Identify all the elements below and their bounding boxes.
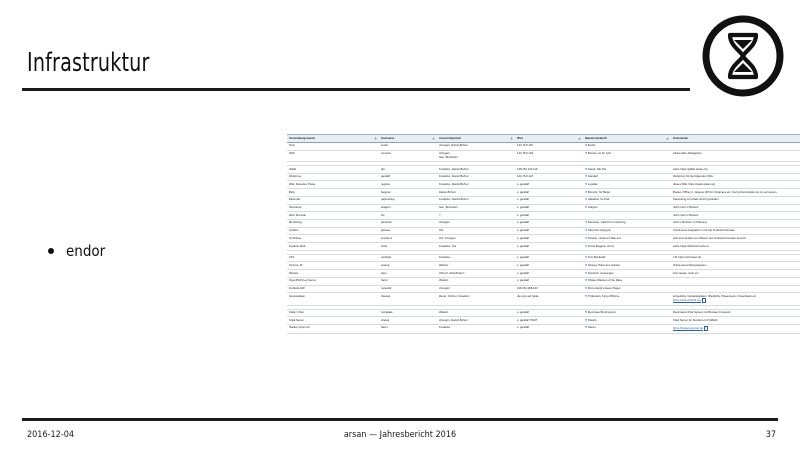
cell-ansprechpartner: Daniel Bohrer <box>437 189 515 197</box>
cell-verwendungszweck: Web Terminal <box>287 212 379 220</box>
cell-hostname: shelog <box>379 317 437 325</box>
flag-icon: ⚑ <box>585 152 588 156</box>
cell-hostname: jarvisse <box>379 227 437 235</box>
sort-arrow-icon[interactable] <box>578 137 581 140</box>
cell-verwendungszweck: Blog <box>287 189 379 197</box>
table-row <box>287 219 800 227</box>
cell-kommentar: z.B. https://ctf.arsan.de <box>671 254 800 262</box>
flag-icon: ⚑ <box>585 190 588 194</box>
cell-namensherkunft: ⚑Boromir, für Blogs <box>583 189 671 197</box>
table-header-row <box>287 135 800 143</box>
cell-hostname: mortadas <box>379 309 437 317</box>
cell-ansprechpartner: Kusatsko, Daniel Bohrer <box>437 173 515 181</box>
sort-arrow-icon[interactable] <box>374 137 377 140</box>
sort-arrow-icon[interactable] <box>510 137 513 140</box>
cell-ansprechpartner: Kusatsko, Daniel Bohrer <box>437 166 515 174</box>
cell-ansprechpartner: Ork <box>437 227 515 235</box>
column-header-kommentar[interactable]: Kommentar <box>671 135 800 143</box>
cell-hostname: gandalf <box>379 173 437 181</box>
footer-page-number: 37 <box>765 430 776 440</box>
cell-verwendungszweck: Host <box>287 142 379 150</box>
cell-kommentar: Sammlung von Pads und Kryptokram. <box>671 196 800 204</box>
table-row <box>287 212 800 220</box>
cell-ipv4: s. gandalf <box>515 270 583 278</box>
cell-verwendungszweck: Webproxy <box>287 173 379 181</box>
cell-kommentar <box>671 142 800 150</box>
infrastructure-table <box>287 134 778 334</box>
table-row <box>287 181 800 189</box>
page-title: Infrastruktur <box>27 48 150 78</box>
cell-kommentar: Webproxy für die folgenden VMs <box>671 173 800 181</box>
flag-icon: ⚑ <box>585 311 588 315</box>
flag-icon: ⚑ <box>585 256 588 260</box>
table-row <box>287 254 800 262</box>
cell-namensherkunft: ⚑Sammler Gargoyle <box>583 227 671 235</box>
cell-hostname: wine <box>379 270 437 278</box>
footer-divider <box>22 418 778 421</box>
cell-ansprechpartner: Weiden <box>437 277 515 285</box>
cell-hostname: endor <box>379 142 437 150</box>
flag-icon: ⚑ <box>585 144 588 148</box>
flag-icon: ⚑ <box>585 221 588 225</box>
cell-ipv4: s. gandalf <box>515 219 583 227</box>
cell-ansprechpartner: Kusatsko, Daniel Bohrer <box>437 196 515 204</box>
cell-ansprechpartner: Neo_Bechstein <box>437 204 515 212</box>
cell-namensherkunft: ⚑Smaug, Hüter des Gordes. <box>583 262 671 270</box>
cell-kommentar: siehe https://freifunk.bochs.nl <box>671 243 800 251</box>
cell-ipv4: 144.76.8.115 <box>515 142 583 150</box>
cell-ipv4: s. gandalf <box>515 309 583 317</box>
cell-hostname: gitl <box>379 166 437 174</box>
cell-ansprechpartner: shoogen, Daniel Bohrer <box>437 142 515 150</box>
cell-ansprechpartner: shoogen, Daniel Bohrer <box>437 317 515 325</box>
cell-hostname: smokei-1 <box>379 235 437 243</box>
cell-verwendungszweck: Gitlab <box>287 166 379 174</box>
table-row <box>287 166 800 174</box>
footer <box>0 424 800 446</box>
cell-kommentar: siehe https://gitlab.arsan.org <box>671 166 800 174</box>
cell-ipv4: s. gandalf <box>515 212 583 220</box>
cell-ansprechpartner: ? <box>437 212 515 220</box>
cell-hostname: tbc <box>379 212 437 220</box>
cell-namensherkunft: ⚑Mercusse Bronzytounz <box>583 309 671 317</box>
cell-verwendungszweck: Kiwiirc Chat <box>287 309 379 317</box>
table-row <box>287 204 800 212</box>
cell-namensherkunft: ⚑Smokei, Ueckt am Bau auf <box>583 235 671 243</box>
table-row <box>287 150 800 161</box>
cell-namensherkunft: ⚑Pirates Wanden of the Race <box>583 277 671 285</box>
cell-ipv4: s. gandalf <box>515 204 583 212</box>
table-row <box>287 142 800 150</box>
cell-ipv4: s. gandalf <box>515 196 583 204</box>
cell-kommentar <box>671 285 800 293</box>
cell-ipv4: s. gandalf <box>515 254 583 262</box>
cell-ipv4: s. gandalf.70037 <box>515 317 583 325</box>
cell-ipv4: s. gandalf <box>515 227 583 235</box>
cell-verwendungszweck: Ethercalc <box>287 196 379 204</box>
column-header-ipv4[interactable]: IPv4 <box>515 135 583 143</box>
cell-namensherkunft: ⚑Mors-Gergil uGewe Pages <box>583 285 671 293</box>
cell-namensherkunft: ⚑Aragorn <box>583 204 671 212</box>
cell-ipv4: 148.251.268.160 <box>515 285 583 293</box>
cell-hostname: papierkrieg <box>379 196 437 204</box>
cell-hostname: bagoner <box>379 189 437 197</box>
cell-kommentar: Continuous Integration in für die Freifunk-Firmware <box>671 227 800 235</box>
cell-ansprechpartner: Kusatsko <box>437 254 515 262</box>
cell-kommentar: dieses Wiki, https://pads.arsan.org <box>671 181 800 189</box>
cell-verwendungszweck: Freifunk Web <box>287 243 379 251</box>
flag-icon: ⚑ <box>585 318 588 322</box>
table-row <box>287 324 800 333</box>
footer-center-label: arsan — Jahresbericht 2016 <box>343 430 457 440</box>
cell-namensherkunft: ⚑Thükossin, King of Bürme <box>583 293 671 305</box>
cell-kommentar: nicht mehr in Betrieb <box>671 204 800 212</box>
table-row <box>287 309 800 317</box>
cell-verwendungszweck: Vereinsdaten <box>287 293 379 305</box>
cell-ipv4: s. gandalf <box>515 189 583 197</box>
cell-namensherkunft: ⚑Frodo Beggins, für fw <box>583 243 671 251</box>
external-link-icon <box>704 326 708 330</box>
cell-kommentar: körperliche Vorstandsdaten; öffentliche Präsentieren, Datenbank etc. https://vota.chtbuhl.org <box>671 293 800 305</box>
flag-icon: ⚑ <box>585 279 588 283</box>
cell-kommentar: nicht in Betrieb / in Planung <box>671 219 800 227</box>
cell-verwendungszweck: Shell-Server <box>287 317 379 325</box>
cell-ipv4: s. gandalf <box>515 262 583 270</box>
cell-namensherkunft: ⚑Tom Bombadil <box>583 254 671 262</box>
cell-ansprechpartner: Decar, Ochner, Kusatsko <box>437 293 515 305</box>
column-header-hostname[interactable]: Hostname <box>379 135 437 143</box>
flag-icon: ⚑ <box>585 236 588 240</box>
external-link[interactable]: https://hackenopenair.de <box>673 327 703 331</box>
column-header-verwendungszweck[interactable]: Verwendungszweck <box>287 135 379 143</box>
cell-verwendungszweck: FnGone-IP <box>287 262 379 270</box>
cell-kommentar: nicht mehr in Betrieb <box>671 212 800 220</box>
cell-ipv4: s. gandalf <box>515 324 583 333</box>
cell-ansprechpartner: Ork, shoogen <box>437 235 515 243</box>
cell-verwendungszweck: Freifunk-GW <box>287 285 379 293</box>
cell-hostname: thavasn <box>379 293 437 305</box>
table-row <box>287 243 800 251</box>
cell-hostname: hacm <box>379 324 437 333</box>
column-header-ansprechpartner[interactable]: Ansprechpartner <box>437 135 515 143</box>
cell-kommentar: Flammierte Chat System mit Browser Frontend <box>671 309 800 317</box>
cell-kommentar: Online-Feuerübungsquoten <box>671 262 800 270</box>
cell-hostname: regulus <box>379 181 437 189</box>
cell-hostname: hodo <box>379 243 437 251</box>
cell-hostname: aragorn <box>379 204 437 212</box>
flag-icon: ⚑ <box>585 198 588 202</box>
table-row <box>287 173 800 181</box>
flag-icon: ⚑ <box>585 175 588 179</box>
cell-kommentar: wird dem jenkins zum Bauen der Freifunk-Firmware benutzt <box>671 235 800 243</box>
cell-verwendungszweck: Monitoring <box>287 219 379 227</box>
cell-hostname: smaug <box>379 262 437 270</box>
list-item <box>48 242 105 260</box>
cell-ipv4: 148.251.210.119 <box>515 166 583 174</box>
cell-verwendungszweck: Wurstie <box>287 270 379 278</box>
title-divider <box>22 88 690 91</box>
cell-verwendungszweck: Owncloud <box>287 204 379 212</box>
table-row <box>287 262 800 270</box>
cell-namensherkunft: ⚑Saruman, wacht für monitoring <box>583 219 671 227</box>
cell-ipv4: s. gandalf <box>515 243 583 251</box>
cell-hostname: nombad <box>379 254 437 262</box>
cell-ansprechpartner: shoogen, Neo_Bechstein <box>437 150 515 161</box>
cell-namensherkunft: ⚑Endor <box>583 142 671 150</box>
cell-kommentar <box>671 324 800 333</box>
cell-namensherkunft <box>583 212 671 220</box>
table-row <box>287 189 800 197</box>
cell-verwendungszweck: OpenPGP-Key-Server <box>287 277 379 285</box>
table-row <box>287 270 800 278</box>
cell-hostname: mosellor <box>379 285 437 293</box>
flag-icon: ⚑ <box>585 206 588 210</box>
flag-icon: ⚑ <box>585 271 588 275</box>
cell-kommentar: Alcina alist, Mariagicion <box>671 150 800 161</box>
footer-date: 2016-12-04 <box>27 430 75 440</box>
flag-icon: ⚑ <box>585 182 588 186</box>
arsan-hourglass-logo-icon <box>697 10 789 102</box>
bullet-list <box>48 242 105 260</box>
flag-icon: ⚑ <box>585 244 588 248</box>
cell-kommentar <box>671 277 800 285</box>
cell-ansprechpartner: Ohme?, Dockfinder? <box>437 270 515 278</box>
cell-kommentar: Shell Server für Stockum-G Fröllhörn <box>671 317 800 325</box>
cell-ansprechpartner: shoogen <box>437 219 515 227</box>
cell-ipv4: s. gandalf <box>515 181 583 189</box>
list-item-label: endor <box>66 242 106 260</box>
table-row <box>287 196 800 204</box>
cell-ansprechpartner: Kusatsko, Daniel Bohrer <box>437 181 515 189</box>
sort-arrow-icon[interactable] <box>666 137 669 140</box>
cell-verwendungszweck: CI Worker <box>287 235 379 243</box>
cell-ansprechpartner: Kusatsko <box>437 324 515 333</box>
flag-icon: ⚑ <box>585 326 588 330</box>
cell-namensherkunft: ⚑Bouron, ist for wolf <box>583 150 671 161</box>
flag-icon: ⚑ <box>585 294 588 298</box>
flag-icon: ⚑ <box>585 287 588 291</box>
cell-verwendungszweck: CTF <box>287 254 379 262</box>
flag-icon: ⚑ <box>585 229 588 233</box>
table-row <box>287 293 800 305</box>
cell-hostname: mouson <box>379 150 437 161</box>
table-row <box>287 235 800 243</box>
external-link-icon <box>702 298 706 302</box>
cell-namensherkunft: ⚑Legolas <box>583 181 671 189</box>
table-row <box>287 227 800 235</box>
cell-namensherkunft: ⚑Hacen <box>583 324 671 333</box>
sort-arrow-icon[interactable] <box>432 137 435 140</box>
cell-ansprechpartner: Weiden <box>437 262 515 270</box>
table-row <box>287 285 800 293</box>
cell-namensherkunft: ⚑Gandi, Har Dis <box>583 166 671 174</box>
cell-ipv4: 144.76.9.129 <box>515 150 583 161</box>
cell-verwendungszweck: Hacken Open Air <box>287 324 379 333</box>
cell-hostname: haryn <box>379 277 437 285</box>
bullet-dot-icon <box>48 248 54 254</box>
cell-ipv4: 144.76.9.122 <box>515 173 583 181</box>
cell-verwendungszweck: Wolf <box>287 150 379 161</box>
cell-kommentar: Bouten O'Brey h., Eigene VM für Octopress etc; Fuzzy-Konstruktion ist zu vermeiden. <box>671 189 800 197</box>
cell-verwendungszweck: Wiki, Kalender, Paste <box>287 181 379 189</box>
cell-ipv4: s. gandalf <box>515 235 583 243</box>
cell-ansprechpartner: Weiden <box>437 309 515 317</box>
column-header-namensherkunft[interactable]: Namensherkunft <box>583 135 671 143</box>
flag-icon: ⚑ <box>585 167 588 171</box>
table-row <box>287 317 800 325</box>
cell-namensherkunft: ⚑Gandalf <box>583 173 671 181</box>
cell-namensherkunft: ⚑Shelob <box>583 317 671 325</box>
cell-kommentar: Kein spass, nutzt es! <box>671 270 800 278</box>
cell-ipv4: s. gandalf <box>515 277 583 285</box>
cell-verwendungszweck: Jenkins <box>287 227 379 235</box>
cell-ipv4: die nyte auf rgida <box>515 293 583 305</box>
cell-ansprechpartner: Kusatsko, Ork <box>437 243 515 251</box>
flag-icon: ⚑ <box>585 263 588 267</box>
cell-hostname: saruman <box>379 219 437 227</box>
external-link[interactable]: https://vota.chtbuhl.org <box>673 299 701 303</box>
cell-namensherkunft: ⚑Galadriel, für Pad <box>583 196 671 204</box>
cell-ansprechpartner: shoogen <box>437 285 515 293</box>
table-row <box>287 277 800 285</box>
cell-namensherkunft: ⚑Gelnis R. messenger <box>583 270 671 278</box>
